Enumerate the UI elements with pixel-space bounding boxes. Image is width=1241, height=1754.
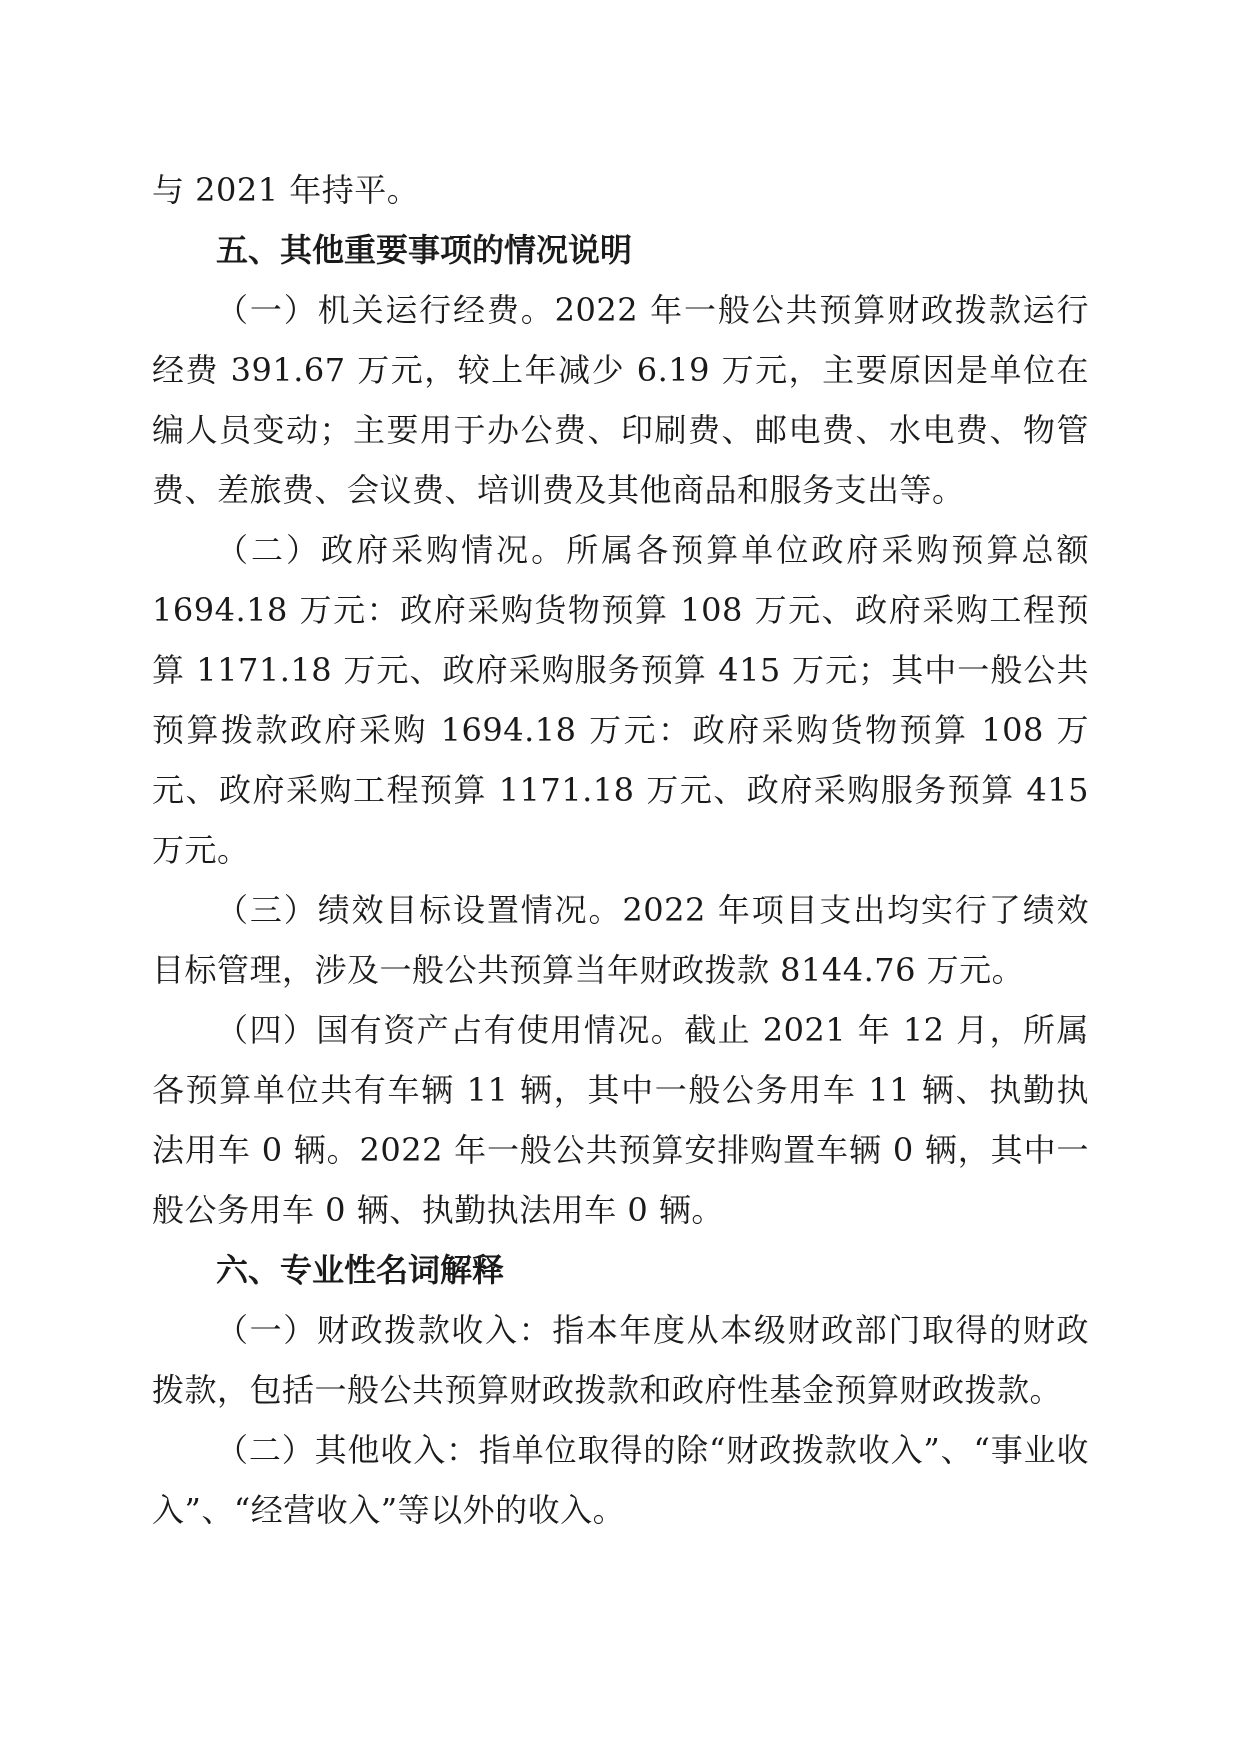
section-heading-5: 五、其他重要事项的情况说明 bbox=[216, 231, 633, 269]
paragraph-continuation: 与 2021 年持平。 bbox=[152, 171, 420, 209]
paragraph-other-income: （二）其他收入：指单位取得的除“财政拨款收入”、“事业收入”、“经营收入”等以外的收入。 bbox=[152, 1431, 1089, 1529]
paragraph-state-assets: （四）国有资产占有使用情况。截止 2021 年 12 月，所属各预算单位共有车辆 11 辆，其中一般公务用车 11 辆、执勤执法用车 0 辆。2022 年一般公共预算安排购置车辆 0 辆，其中一般公务用车 0 辆、执勤执法用车 0 辆。 bbox=[152, 1011, 1089, 1229]
section-heading-6: 六、专业性名词解释 bbox=[216, 1251, 505, 1289]
paragraph-performance-targets: （三）绩效目标设置情况。2022 年项目支出均实行了绩效目标管理，涉及一般公共预算当年财政拨款 8144.76 万元。 bbox=[152, 891, 1089, 989]
paragraph-procurement: （二）政府采购情况。所属各预算单位政府采购预算总额 1694.18 万元：政府采购货物预算 108 万元、政府采购工程预算 1171.18 万元、政府采购服务预算 415 万元；其中一般公共预算拨款政府采购 1694.18 万元：政府采购货物预算 108 万元、政府采购工程预算 1171.18 万元、政府采购服务预算 415 万元。 bbox=[152, 531, 1089, 869]
paragraph-operating-expenses: （一）机关运行经费。2022 年一般公共预算财政拨款运行经费 391.67 万元，较上年减少 6.19 万元，主要原因是单位在编人员变动；主要用于办公费、印刷费、邮电费、水电费、物管费、差旅费、会议费、培训费及其他商品和服务支出等。 bbox=[152, 291, 1089, 509]
document-page bbox=[152, 160, 1089, 1540]
paragraph-fiscal-appropriation: （一）财政拨款收入：指本年度从本级财政部门取得的财政拨款，包括一般公共预算财政拨款和政府性基金预算财政拨款。 bbox=[152, 1311, 1089, 1409]
